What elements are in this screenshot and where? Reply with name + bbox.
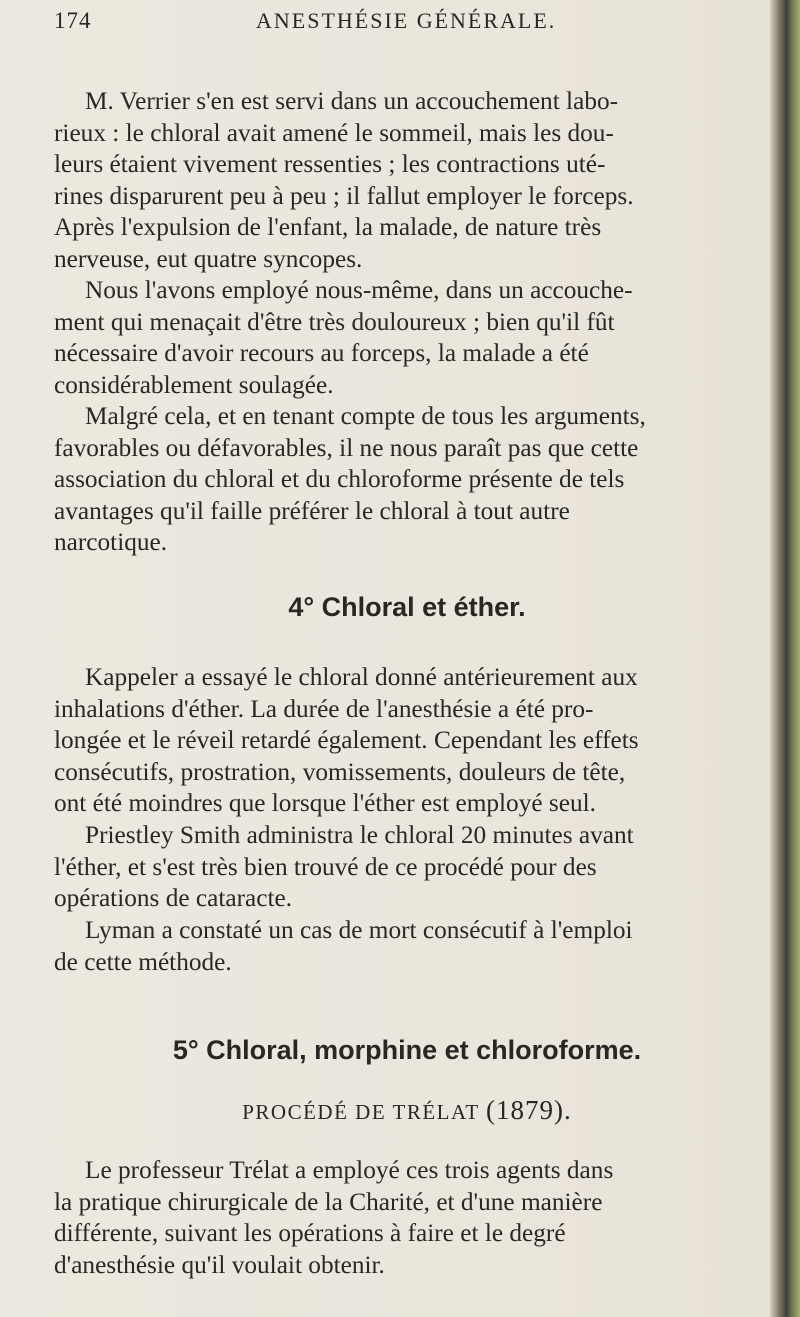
text-line: opérations de cataracte.: [54, 884, 293, 913]
text-line: inhalations d'éther. La durée de l'anesthésie a été pro-: [54, 694, 594, 723]
text-line: narcotique.: [54, 528, 168, 557]
text-line: consécutifs, prostration, vomissements, douleurs de tête,: [54, 757, 626, 786]
text-line: leurs étaient vivement ressenties ; les contractions uté-: [54, 150, 606, 179]
text-line: Lyman a constaté un cas de mort consécutif à l'emploi: [85, 916, 633, 944]
text-line: nerveuse, eut quatre syncopes.: [54, 244, 363, 273]
paragraph-trelat: [54, 1155, 760, 1281]
section-subheading-trelat: [54, 1095, 760, 1126]
text-line: nécessaire d'avoir recours au forceps, la malade a été: [54, 339, 589, 368]
text-line: rines disparurent peu à peu ; il fallut employer le forceps.: [54, 181, 634, 210]
paragraph-malgre: [54, 401, 760, 559]
text-line: Après l'expulsion de l'enfant, la malade, de nature très: [54, 213, 602, 242]
subheading-year: (1879).: [486, 1095, 572, 1125]
section-heading-chloral-ether: 4° Chloral et éther.: [288, 592, 526, 622]
text-line: la pratique chirurgicale de la Charité, et d'une manière: [54, 1187, 603, 1216]
text-line: association du chloral et du chloroforme présente de tels: [54, 465, 625, 494]
text-line: ont été moindres que lorsque l'éther est employé seul.: [54, 789, 596, 818]
text-line: favorables ou défavorables, il ne nous paraît pas que cette: [54, 433, 639, 462]
paragraph-kappeler: [54, 662, 760, 820]
text-line: d'anesthésie qu'il voulait obtenir.: [54, 1250, 385, 1279]
text-line: Le professeur Trélat a employé ces trois agents dans: [85, 1156, 614, 1184]
paragraph-priestley-smith: [54, 820, 760, 915]
text-line: de cette méthode.: [54, 947, 232, 976]
text-line: M. Verrier s'en est servi dans un accouchement labo-: [85, 87, 619, 115]
text-line: différente, suivant les opérations à faire et le degré: [54, 1219, 566, 1248]
page-number: 174: [54, 8, 92, 33]
subheading-procede: PROCÉDÉ DE TRÉLAT: [242, 1100, 480, 1124]
text-line: Kappeler a essayé le chloral donné antérieurement aux: [85, 663, 638, 691]
text-line: avantages qu'il faille préférer le chloral à tout autre: [54, 496, 570, 525]
text-line: l'éther, et s'est très bien trouvé de ce procédé pour des: [54, 852, 597, 881]
paragraph-verrier: [54, 86, 760, 276]
page-edge: [770, 0, 800, 1317]
text-line: rieux : le chloral avait amené le sommeil, mais les dou-: [54, 118, 614, 147]
text-line: longée et le réveil retardé également. Cependant les effets: [54, 726, 639, 755]
paragraph-nous: [54, 275, 760, 401]
running-head: [0, 2, 760, 42]
text-line: Priestley Smith administra le chloral 20 minutes avant: [85, 821, 634, 849]
text-line: ment qui menaçait d'être très douloureux ; bien qu'il fût: [54, 307, 615, 336]
text-line: considérablement soulagée.: [54, 370, 334, 399]
text-line: Malgré cela, et en tenant compte de tous les arguments,: [85, 402, 646, 430]
section-heading-chloral-morphine-chloroforme: 5° Chloral, morphine et chloroforme.: [172, 1035, 642, 1065]
running-title: ANESTHÉSIE GÉNÉRALE.: [256, 8, 557, 33]
text-line: Nous l'avons employé nous-même, dans un accouche-: [85, 276, 633, 304]
paragraph-lyman: [54, 915, 760, 978]
